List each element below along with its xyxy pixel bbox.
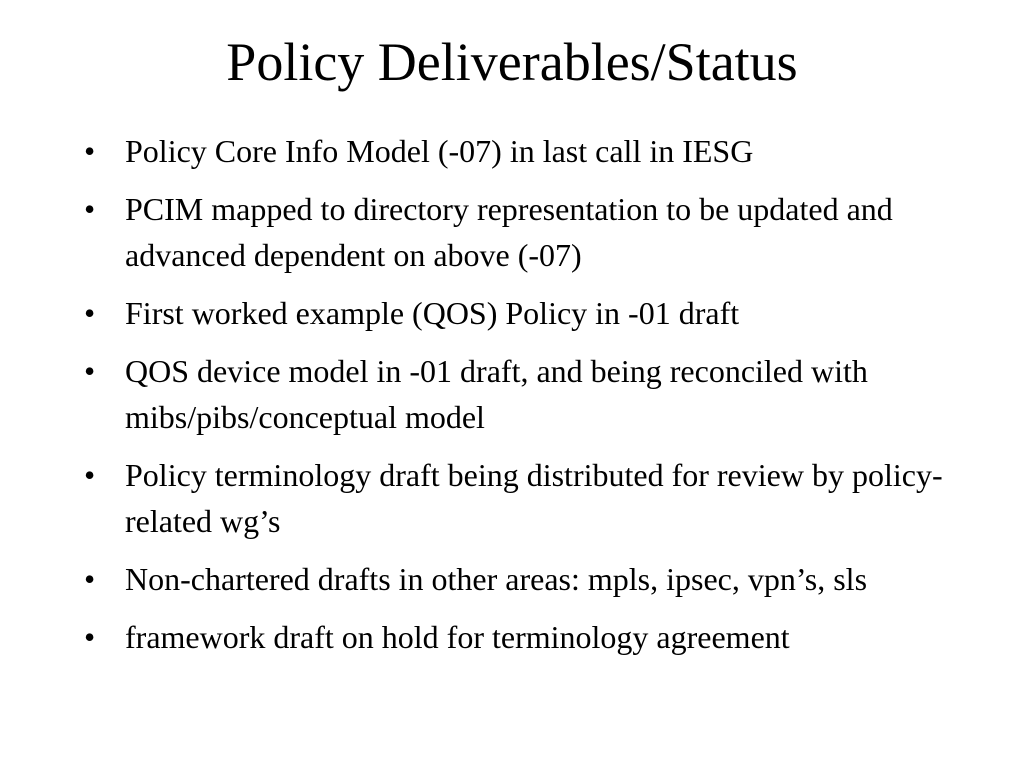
bullet-text: Policy terminology draft being distributed for review by policy-related wg’s (125, 457, 943, 539)
bullet-item (84, 290, 944, 336)
bullet-item (84, 348, 944, 440)
bullet-icon: • (84, 295, 96, 331)
bullet-text: First worked example (QOS) Policy in -01 draft (125, 295, 740, 331)
bullet-text: Non-chartered drafts in other areas: mpls, ipsec, vpn’s, sls (125, 561, 868, 597)
bullet-icon: • (84, 619, 96, 655)
bullet-item (84, 186, 944, 278)
bullet-icon: • (84, 133, 96, 169)
bullet-icon: • (84, 191, 96, 227)
bullet-item (84, 128, 944, 174)
bullet-icon: • (84, 457, 96, 493)
bullet-text: framework draft on hold for terminology agreement (125, 619, 790, 655)
bullet-item (84, 614, 944, 660)
bullet-item (84, 556, 944, 602)
bullet-list (84, 128, 944, 660)
bullet-text: Policy Core Info Model (-07) in last call in IESG (125, 133, 754, 169)
bullet-icon: • (84, 561, 96, 597)
bullet-item (84, 452, 944, 544)
bullet-text: PCIM mapped to directory representation to be updated and advanced dependent on above (-07) (125, 191, 893, 273)
slide-title: Policy Deliverables/Status (226, 32, 798, 92)
bullet-icon: • (84, 353, 96, 389)
bullet-text: QOS device model in -01 draft, and being reconciled with mibs/pibs/conceptual model (125, 353, 868, 435)
